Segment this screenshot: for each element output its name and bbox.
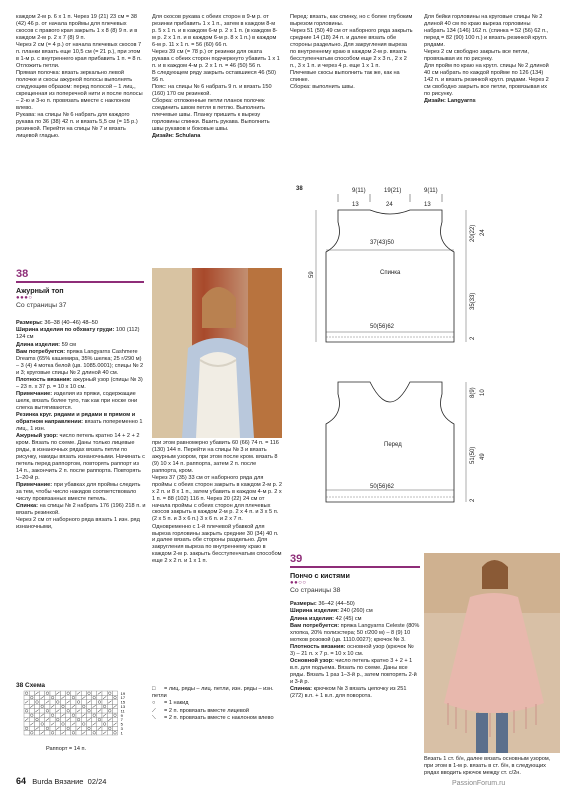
chart-cell bbox=[107, 695, 112, 699]
dim-label: 20(22) bbox=[470, 224, 476, 242]
paragraph bbox=[290, 658, 420, 686]
chart-cell bbox=[76, 731, 81, 735]
paragraph: Через 2 см свободно закрыть все петли, провязывая их по рисунку. bbox=[424, 48, 529, 62]
chart-cell bbox=[81, 726, 86, 730]
pattern-39-header bbox=[290, 553, 420, 594]
chart-cell bbox=[71, 709, 76, 713]
chart-cell bbox=[34, 722, 39, 726]
chart-cell bbox=[34, 713, 39, 717]
chart-cell bbox=[60, 726, 65, 730]
body-text: основной узор (крючок № 3) – 21 п. х 7 р. = 10 х 10 см. bbox=[290, 644, 414, 657]
chart-cell bbox=[112, 691, 117, 695]
chart-cell bbox=[60, 709, 65, 713]
difficulty-dots: ●●○○ bbox=[290, 580, 307, 587]
pattern-38-header bbox=[16, 268, 144, 309]
chart-cell bbox=[81, 722, 86, 726]
paragraph bbox=[290, 644, 420, 658]
paragraph: Плечевые скосы выполнить так же, как на спинке. bbox=[290, 70, 400, 83]
paragraph bbox=[16, 327, 146, 341]
chart-cell bbox=[24, 709, 29, 713]
chart-cell bbox=[107, 709, 112, 713]
divider bbox=[290, 566, 420, 568]
body-text: 42 (45) см bbox=[334, 615, 362, 622]
chart-cell bbox=[29, 717, 34, 721]
magazine-name: Burda Вязание bbox=[32, 777, 84, 786]
chart-cell bbox=[71, 717, 76, 721]
chart-cell bbox=[76, 700, 81, 704]
chart-cell bbox=[112, 713, 117, 717]
stitch-chart bbox=[16, 682, 144, 752]
col1-text bbox=[16, 14, 144, 140]
dim-label: 24 bbox=[480, 229, 486, 236]
lead-in: Примечание: bbox=[16, 391, 53, 398]
row-number: 9 bbox=[120, 712, 123, 718]
legend-symbol: ⟋ bbox=[152, 707, 156, 714]
chart-cell bbox=[112, 726, 117, 730]
dim-label: 9(11) bbox=[352, 188, 366, 194]
chart-cell bbox=[24, 691, 29, 695]
model-photo-poncho bbox=[424, 553, 560, 753]
chart-cell bbox=[24, 713, 29, 717]
paragraph: Пояс: на спицы № 6 набрать 9 п. и вязать 150 (160) 170 см резинкой. bbox=[152, 84, 272, 98]
row-number: 1 bbox=[120, 730, 123, 736]
chart-cell bbox=[92, 713, 97, 717]
chart-legend bbox=[152, 686, 282, 722]
paragraph bbox=[290, 686, 420, 700]
lead-in: Размеры: bbox=[290, 601, 317, 607]
paragraph: Одновременно с 1-й плечевой убавкой для выреза горловины закрыть средние 30 (34) 40 п. и далее вязать обе стороны раздельно. Для закругления выреза по внутреннему краю в каждом 2-м р. закрыть бесступенчатым способом еще 2 х 2 п. и 1 х 1 п. bbox=[152, 523, 282, 565]
row-number: 5 bbox=[120, 721, 123, 727]
lead-in: Вам потребуется: bbox=[16, 348, 66, 355]
row-number: 19 bbox=[120, 690, 126, 696]
front-piece bbox=[326, 382, 486, 502]
row-number: 13 bbox=[120, 704, 126, 709]
body-text: на спицы № 2 набрать 176 (196) 218 п. и вязать резинкой. bbox=[16, 503, 146, 516]
model-photo-top bbox=[152, 268, 282, 438]
chart-cell bbox=[112, 695, 117, 699]
chart-cell bbox=[97, 717, 102, 721]
body-text: 36–38 (40–46) 48–50 bbox=[42, 320, 98, 326]
chart-cell bbox=[29, 695, 34, 699]
chart-cell bbox=[92, 717, 97, 721]
chart-cell bbox=[97, 704, 102, 708]
dim-label: 50(56)62 bbox=[370, 324, 395, 330]
chart-cell bbox=[112, 700, 117, 704]
body-text: крючком № 3 вязать цепочку из 251 (272) в.п. + 1 в.п. для поворота. bbox=[290, 686, 407, 700]
chart-cell bbox=[66, 713, 71, 717]
chart-cell bbox=[81, 700, 86, 704]
chart-cell bbox=[112, 731, 117, 735]
legend-text: = 1 накид bbox=[164, 700, 189, 707]
lead-in: Вам потребуется: bbox=[290, 622, 340, 629]
chart-cell bbox=[86, 704, 91, 708]
difficulty-dots: ●●●○ bbox=[16, 295, 33, 302]
chart-cell bbox=[50, 691, 55, 695]
dim-label: 59 bbox=[309, 271, 315, 278]
chart-cell bbox=[86, 691, 91, 695]
chart-cell bbox=[112, 717, 117, 721]
dim-label: 2 bbox=[470, 498, 476, 502]
col2-text bbox=[152, 14, 280, 141]
chart-cell bbox=[60, 704, 65, 708]
body-text: 240 (260) см bbox=[338, 608, 373, 615]
chart-cell bbox=[34, 704, 39, 708]
dim-label: 51(50) bbox=[470, 446, 476, 464]
legend-item bbox=[152, 700, 282, 707]
paragraph: каждом 2-м р. 6 х 1 п. Через 19 (21) 23 см = 38 (42) 46 р. от начала проймы для плечевых скосов с правого края закрыть 1 х 8 (8) 9 п. и в каждом 2-м р. 2 х 7 (8) 9 п. bbox=[16, 14, 138, 41]
row-number: 15 bbox=[120, 699, 126, 705]
chart-cell bbox=[86, 722, 91, 726]
chart-cell bbox=[45, 691, 50, 695]
chart-cell bbox=[66, 722, 71, 726]
page-number: 64 bbox=[16, 776, 27, 786]
p39-body bbox=[290, 601, 420, 700]
dim-label: 49 bbox=[480, 453, 486, 460]
chart-cell bbox=[40, 704, 45, 708]
chart-cell bbox=[45, 726, 50, 730]
divider bbox=[16, 281, 144, 283]
p38-body bbox=[16, 320, 146, 531]
designer: Дизайн: Langyarns bbox=[424, 98, 476, 105]
chart-cell bbox=[55, 717, 60, 721]
legend-text: = 2 п. провязать вместе лицевой bbox=[164, 707, 250, 714]
dim-label: 2 bbox=[470, 336, 476, 340]
chart-cell bbox=[102, 709, 107, 713]
body-text: ажурный узор (спицы № 3) – 23 п. х 37 р. = 10 х 10 см. bbox=[16, 376, 143, 390]
chart-cell bbox=[66, 695, 71, 699]
chart-cell bbox=[86, 695, 91, 699]
chart-cell bbox=[71, 713, 76, 717]
chart-cell bbox=[81, 704, 86, 708]
paragraph: Через 37 (35) 33 см от наборного ряда для проймы с обеих сторон закрыть в каждом 2-м р. 2 х 2 п. и 8 х 1 п., затем убавить в каждом 4-м р. 2 х 1 п. = 88 (102) 116 п. Через 20 (22) 24 см от начала проймы с обеих сторон для плечевых скосов закрыть в каждом 2-м р. 2 х 4 п. и 3 х 5 п. (2 х 5 п. и 3 х 6 п.) 3 х 6 п. и 2 х 7 п. bbox=[152, 474, 282, 523]
dim-label: 10 bbox=[480, 389, 486, 396]
pattern-title: Ажурный топ bbox=[16, 286, 64, 296]
body-text: 36–42 (44–50) bbox=[316, 601, 355, 607]
chart-cell bbox=[86, 713, 91, 717]
paragraph bbox=[16, 391, 146, 412]
chart-cell bbox=[40, 691, 45, 695]
lead-in: Ширина изделия: bbox=[290, 608, 339, 615]
chart-cell bbox=[34, 700, 39, 704]
chart-cell bbox=[60, 691, 65, 695]
p38-col2 bbox=[152, 440, 282, 565]
body-text: пряжа Langyarns Cashmere Dreams (65% кашемира, 35% шелка; 25 г/290 м) – 3 (4) 4 мотка белой (цв. 1085.0001); спицы № 2 и 3; круговые спицы № 2 длиной 40 см. bbox=[16, 348, 144, 376]
piece-label: Спинка bbox=[380, 270, 401, 276]
chart-cell bbox=[50, 731, 55, 735]
chart-cell bbox=[81, 709, 86, 713]
paragraph: Сборка: отложенные петли планок полочек соединить швом петля в петлю. Выполнить плечевые швы. Планку пришить к вырезу горловины спинки. Вшить рукава. Выполнить швы рукавов и боковые швы. bbox=[152, 98, 270, 133]
chart-grid bbox=[16, 689, 144, 741]
chart-cell bbox=[34, 731, 39, 735]
paragraph bbox=[16, 412, 146, 433]
paragraph: Через 51 (50) 49 см от наборного ряда закрыть средние 14 (18) 24 п. и далее вязать обе стороны раздельно. Для закругления выреза по внутреннему краю в каждом 2-м р. вязать бесступенчатым способом еще 2 х 3 п., 2 х 2 п., 3 х 1 п. и через 4 р. еще 1 х 1 п. bbox=[290, 28, 413, 69]
lead-in: Длина изделия: bbox=[16, 341, 61, 348]
chart-cell bbox=[86, 709, 91, 713]
chart-cell bbox=[45, 722, 50, 726]
lead-in: Плотность вязания: bbox=[16, 376, 72, 383]
chart-cell bbox=[71, 726, 76, 730]
chart-cell bbox=[102, 700, 107, 704]
paragraph bbox=[16, 349, 146, 377]
chart-cell bbox=[102, 722, 107, 726]
lead-in: Резинка круг. рядами и рядами в прямом и обратном направлении: bbox=[16, 412, 136, 426]
chart-cell bbox=[24, 722, 29, 726]
pattern-title: Пончо с кистями bbox=[290, 571, 350, 581]
lead-in: Спинка: bbox=[16, 503, 39, 510]
paragraph: Для бейки горловины на круговые спицы № 2 длиной 40 см по краю выреза горловины набрать 134 (146) 162 п. (спинка = 52 (56) 62 п., перед = 82 (90) 100 п.) и вязать резинкой кругл. рядами. bbox=[424, 14, 549, 48]
chart-cell bbox=[40, 726, 45, 730]
paragraph bbox=[16, 342, 146, 349]
dim-label: 50(56)62 bbox=[370, 484, 395, 490]
paragraph: Через 39 см (= 78 р.) от резинки для оката рукава с обеих сторон подчеркнуто убавить 1 х 1 п. и в каждом 4-м р. 2 х 1 п. = 46 (50) 56 п. bbox=[152, 48, 280, 69]
chart-cell bbox=[92, 691, 97, 695]
dim-label: 8(9) bbox=[470, 387, 476, 398]
chart-cell bbox=[55, 722, 60, 726]
chart-cell bbox=[107, 704, 112, 708]
chart-cell bbox=[81, 717, 86, 721]
chart-cell bbox=[102, 691, 107, 695]
paragraph bbox=[16, 517, 146, 531]
pattern-number: 38 bbox=[16, 268, 29, 280]
paragraph bbox=[290, 601, 420, 608]
paragraph: Перед: вязать, как спинку, но с более глубоким вырезом горловины. bbox=[290, 14, 413, 27]
dim-label: 24 bbox=[386, 202, 393, 208]
chart-cell bbox=[29, 713, 34, 717]
paragraph: Для пройм по краю на кругл. спицы № 2 длиной 40 см набрать по каждой пройме по 126 (134) 142 п. и вязать резинкой кругл. рядами. Через 2 см свободно закрыть все петли, провязывая их по рисунку. bbox=[424, 63, 549, 97]
chart-cell bbox=[24, 726, 29, 730]
chart-cell bbox=[66, 731, 71, 735]
dim-label: 13 bbox=[424, 202, 431, 208]
chart-cell bbox=[50, 726, 55, 730]
schematic-diagram bbox=[296, 182, 558, 552]
body-text: при убавках для проймы следить за тем, чтобы число накидов соответствовало числу провязанных вместе петель. bbox=[16, 481, 141, 502]
chart-cell bbox=[107, 726, 112, 730]
chart-cell bbox=[97, 713, 102, 717]
issue: 02/24 bbox=[87, 777, 107, 786]
paragraph: В следующем ряду закрыть оставшиеся 46 (50) 56 п. bbox=[152, 70, 276, 83]
chart-cell bbox=[97, 722, 102, 726]
chart-cell bbox=[66, 726, 71, 730]
paragraph: Сборка: выполнить швы. bbox=[290, 84, 355, 91]
dim-label: 19(21) bbox=[384, 188, 402, 194]
chart-cell bbox=[34, 717, 39, 721]
chart-cell bbox=[97, 695, 102, 699]
legend-text: = лиц. ряды – лиц. петли, изн. ряды – изн. петли bbox=[152, 686, 274, 699]
chart-cell bbox=[55, 700, 60, 704]
chart-cell bbox=[76, 722, 81, 726]
chart-cell bbox=[92, 709, 97, 713]
paragraph: Для скосов рукава с обеих сторон в 9-м р. от резинки прибавить 1 х 1 п., затем в каждом 8-м р. 5 х 1 п. и в каждом 6-м р. 2 х 1 п. (в каждом 8-м р. 2 х 1 п. и в каждом 6-м р. 8 х 1 п.) в каждом 6-м р. 11 х 1 п. = 56 (60) 66 п. bbox=[152, 14, 278, 48]
chart-cell bbox=[81, 691, 86, 695]
chart-cell bbox=[107, 691, 112, 695]
chart-cell bbox=[76, 713, 81, 717]
chart-cell bbox=[55, 731, 60, 735]
diagram-number: 38 bbox=[296, 186, 303, 192]
dim-label: 37(43)50 bbox=[370, 240, 395, 246]
chart-cell bbox=[66, 691, 71, 695]
dim-label: 35(33) bbox=[470, 292, 476, 310]
chart-cell bbox=[45, 713, 50, 717]
watermark: PassionForum.ru bbox=[452, 780, 506, 787]
chart-cell bbox=[55, 704, 60, 708]
paragraph bbox=[290, 608, 420, 615]
chart-cell bbox=[107, 731, 112, 735]
body-text: число петель кратно 3 + 2 + 1 в.п. для подъема. Вязать по схеме. Даны все ряды. Вязать 1 раз 1–3-й р., затем повторять 2-й и 3-й р. bbox=[290, 658, 417, 685]
pattern-reference: Со страницы 38 bbox=[290, 587, 341, 595]
paragraph bbox=[16, 503, 146, 517]
paragraph bbox=[16, 377, 146, 391]
paragraph bbox=[16, 320, 146, 327]
legend-item bbox=[152, 715, 282, 722]
chart-cell bbox=[29, 731, 34, 735]
body-text: вязать попеременно 1 лиц., 1 изн. bbox=[16, 419, 143, 432]
chart-cell bbox=[29, 691, 34, 695]
lead-in: Плотность вязания: bbox=[290, 644, 346, 650]
chart-cell bbox=[60, 722, 65, 726]
chart-cell bbox=[102, 717, 107, 721]
chart-cell bbox=[71, 731, 76, 735]
chart-cell bbox=[50, 709, 55, 713]
lead-in: Примечание: bbox=[16, 481, 53, 488]
chart-cell bbox=[55, 713, 60, 717]
row-number: 7 bbox=[120, 717, 123, 723]
row-number: 3 bbox=[120, 726, 123, 731]
legend-symbol: □ bbox=[152, 686, 156, 692]
chart-cell bbox=[55, 695, 60, 699]
paragraph bbox=[290, 623, 420, 644]
chart-cell bbox=[97, 731, 102, 735]
chart-cell bbox=[50, 695, 55, 699]
chart-cell bbox=[40, 722, 45, 726]
row-number: 11 bbox=[120, 708, 125, 714]
paragraph bbox=[16, 433, 146, 481]
chart-cell bbox=[50, 717, 55, 721]
chart-cell bbox=[92, 695, 97, 699]
body-text: 100 (112) 124 см bbox=[16, 327, 140, 341]
chart-repeat: Раппорт = 14 п. bbox=[46, 746, 87, 752]
chart-cell bbox=[92, 726, 97, 730]
dim-label: 13 bbox=[352, 202, 359, 208]
paragraph: при этом равномерно убавить 60 (66) 74 п. = 116 (130) 144 п. Перейти на спицы № 3 и вязать ажурным узором, при этом после кром. вязать 8 (9) 10 х 14 п. раппорта, затем 2 п. после раппорта, кром. bbox=[152, 440, 279, 474]
page-footer bbox=[16, 776, 106, 786]
body-text: Через 2 см от наборного ряда вязать 1 изн. ряд изнаночными, bbox=[16, 517, 140, 531]
chart-cell bbox=[45, 709, 50, 713]
chart-cell bbox=[40, 717, 45, 721]
chart-title: 38 Схема bbox=[16, 682, 46, 689]
back-piece bbox=[309, 188, 486, 342]
chart-cell bbox=[50, 713, 55, 717]
paragraph: Через 2 см (= 4 р.) от начала плечевых скосов 7 п. планки вязать еще 10,5 см (= 21 р.), при этом в 1-м р. с внутреннего края прибавить 1 п. = 8 п. Отложить петли. bbox=[16, 42, 142, 69]
chart-cell bbox=[92, 731, 97, 735]
chart-cell bbox=[97, 700, 102, 704]
chart-cell bbox=[45, 695, 50, 699]
lead-in: Основной узор: bbox=[290, 658, 334, 665]
chart-cell bbox=[29, 700, 34, 704]
pattern-reference: Со страницы 37 bbox=[16, 302, 67, 310]
chart-cell bbox=[66, 709, 71, 713]
chart-cell bbox=[112, 709, 117, 713]
chart-cell bbox=[45, 731, 50, 735]
chart-cell bbox=[86, 731, 91, 735]
chart-cell bbox=[71, 691, 76, 695]
chart-cell bbox=[24, 731, 29, 735]
body-text: изделия из пряжи, содержащие шелк, вязать более туго, так как при носке они слегка вытягиваются. bbox=[16, 391, 138, 411]
lead-in: Размеры: bbox=[16, 320, 43, 326]
paragraph: Прямая полочка: вязать зеркально левой полочке и скосы ажурной полосы выполнять следующим образом: перед полосой – 1 лиц., скрещенная из поперечной нити и после полосы – 2-ю и 3-ю п. провязать вместе с наклоном влево. bbox=[16, 70, 143, 111]
body-text: 59 см bbox=[60, 341, 77, 348]
chart-cell bbox=[60, 717, 65, 721]
lead-in: Ширина изделия по обхвату груди: bbox=[16, 327, 115, 334]
chart-cell bbox=[24, 695, 29, 699]
chart-cell bbox=[60, 700, 65, 704]
chart-cell bbox=[24, 704, 29, 708]
paragraph: Рукава: на спицы № 6 набрать для каждого рукава по 36 (38) 42 п. и вязать 5,5 см (= 15 р.) резинкой. Перейти на спицы № 7 и вязать лицевой гладью. bbox=[16, 111, 138, 139]
paragraph bbox=[290, 616, 420, 623]
chart-cell bbox=[107, 722, 112, 726]
chart-cell bbox=[34, 695, 39, 699]
pattern-number: 39 bbox=[290, 553, 303, 565]
chart-cell bbox=[71, 700, 76, 704]
row-number: 17 bbox=[120, 695, 126, 701]
chart-cell bbox=[45, 704, 50, 708]
chart-cell bbox=[76, 717, 81, 721]
lead-in: Длина изделия: bbox=[290, 615, 335, 622]
chart-cell bbox=[76, 704, 81, 708]
chart-cell bbox=[102, 726, 107, 730]
photo-caption: Вязать 1 ст. б/н, далее вязать основным узором, при этом в 1-м р. вязать в ст. б/н, в следующих рядах вводить крючок между ст. с/2н. bbox=[424, 756, 551, 776]
chart-cell bbox=[40, 709, 45, 713]
chart-cell bbox=[29, 709, 34, 713]
chart-cell bbox=[86, 726, 91, 730]
chart-cell bbox=[107, 713, 112, 717]
lead-in: Ажурный узор: bbox=[16, 433, 58, 440]
chart-cell bbox=[29, 726, 34, 730]
lead-in: Спинка: bbox=[290, 686, 313, 693]
legend-text: = 2 п. провязать вместе с наклоном влево bbox=[164, 714, 274, 721]
chart-cell bbox=[66, 704, 71, 708]
chart-cell bbox=[102, 704, 107, 708]
legend-symbol: ⟍ bbox=[152, 714, 156, 721]
chart-cell bbox=[76, 695, 81, 699]
dim-label: 9(11) bbox=[424, 188, 438, 194]
legend-item bbox=[152, 686, 282, 700]
chart-cell bbox=[50, 700, 55, 704]
chart-cell bbox=[92, 700, 97, 704]
chart-cell bbox=[40, 700, 45, 704]
col3-text bbox=[290, 14, 414, 92]
body-text: число петель кратно 14 + 2 + 2 кром. Вязать по схеме. Даны только лицевые ряды, в изнаночных рядах вязать петли по рисунку, накиды вязать изнаночными. Начинать с петель перед раппортом, повторять раппорт из 14 п., закончить 2 п. после раппорта. Повторять 1–20-й р. bbox=[16, 433, 145, 481]
legend-item bbox=[152, 708, 282, 715]
piece-label: Перед bbox=[384, 442, 402, 448]
chart-cell bbox=[71, 695, 76, 699]
paragraph bbox=[16, 482, 146, 503]
body-text: пряжа Langyarns Celeste (80% хлопка, 20% полиэстера; 50 г/200 м) – 8 (9) 10 мотков розовой (цв. 1110.0027); крючок № 3. bbox=[290, 622, 420, 643]
legend-symbol: ○ bbox=[152, 700, 156, 707]
designer: Дизайн: Schulana bbox=[152, 133, 201, 140]
col4-text bbox=[424, 14, 552, 105]
